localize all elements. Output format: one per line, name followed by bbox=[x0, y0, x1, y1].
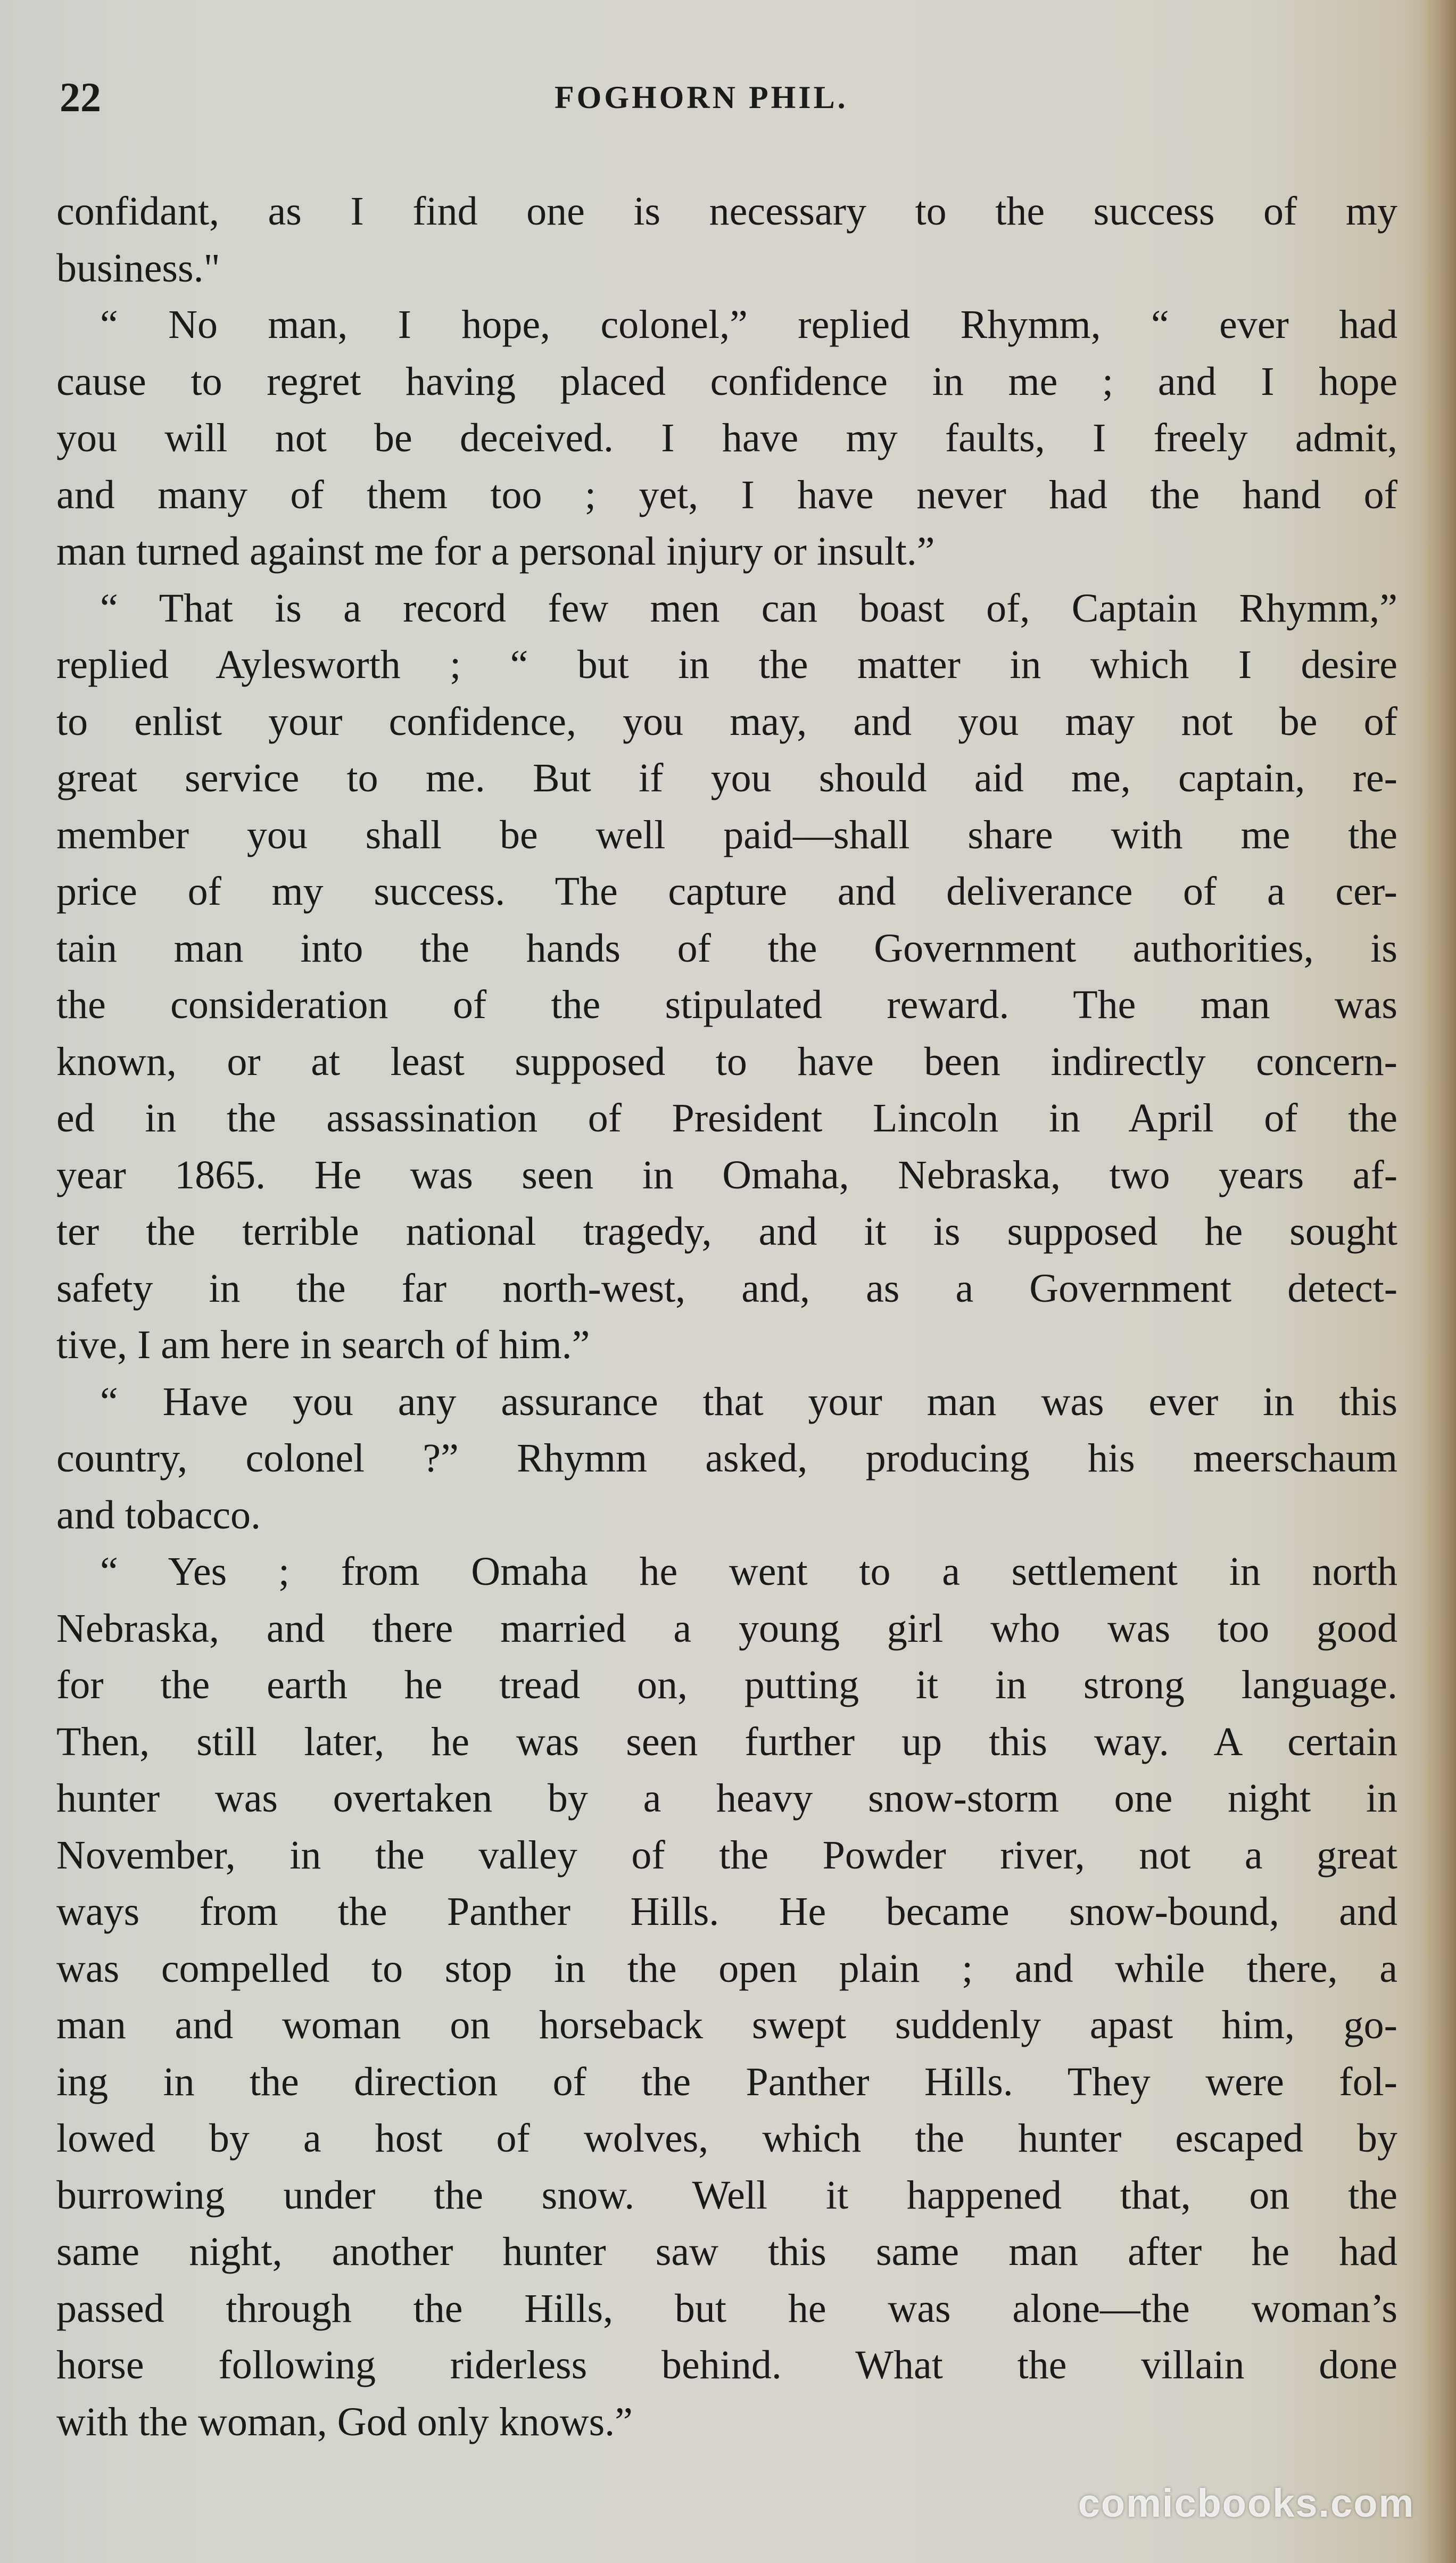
text-line: “ That is a record few men can boast of, Captain Rhymm,” bbox=[100, 585, 1397, 631]
text-line: burrowing under the snow. Well it happened that, on the bbox=[56, 2172, 1397, 2218]
text-line: horse following riderless behind. What the villain done bbox=[56, 2343, 1397, 2387]
text-line: lowed by a host of wolves, which the hunter escaped by bbox=[56, 2116, 1397, 2161]
text-line: ed in the assassination of President Lincoln in April of the bbox=[56, 1096, 1397, 1140]
text-line: tive, I am here in search of him.” bbox=[56, 1322, 590, 1367]
page-header bbox=[60, 68, 1390, 127]
text-line: to enlist your confidence, you may, and you may not be of bbox=[56, 699, 1397, 744]
page-edge-shadow bbox=[1419, 0, 1456, 2563]
text-line: ing in the direction of the Panther Hills. They were fol- bbox=[56, 2059, 1397, 2104]
text-line: country, colonel ?” Rhymm asked, producing his meerschaum bbox=[56, 1436, 1397, 1481]
text-line: and many of them too ; yet, I have never had the hand of bbox=[56, 472, 1397, 517]
text-line: great service to me. But if you should aid me, captain, re- bbox=[56, 756, 1397, 800]
text-line: Then, still later, he was seen further up this way. A certain bbox=[56, 1719, 1397, 1764]
text-line: was compelled to stop in the open plain ; and while there, a bbox=[56, 1946, 1397, 1991]
text-line: known, or at least supposed to have been indirectly concern- bbox=[56, 1039, 1397, 1084]
text-line: same night, another hunter saw this same man after he had bbox=[56, 2229, 1397, 2274]
text-line: passed through the Hills, but he was alone—the woman’s bbox=[56, 2286, 1397, 2331]
text-line: confidant, as I find one is necessary to the success of my bbox=[56, 189, 1397, 234]
text-line: November, in the valley of the Powder river, not a great bbox=[56, 1832, 1397, 1878]
text-line: you will not be deceived. I have my faults, I freely admit, bbox=[56, 416, 1397, 460]
text-line: man and woman on horseback swept suddenly apast him, go- bbox=[56, 2003, 1397, 2047]
text-line: “ No man, I hope, colonel,” replied Rhymm, “ ever had bbox=[100, 302, 1397, 347]
text-line: man turned against me for a personal injury or insult.” bbox=[56, 529, 935, 574]
text-line: ter the terrible national tragedy, and it is supposed he sought bbox=[56, 1209, 1397, 1254]
text-line: for the earth he tread on, putting it in strong language. bbox=[56, 1663, 1397, 1707]
page-number: 22 bbox=[60, 74, 101, 120]
text-line: year 1865. He was seen in Omaha, Nebraska, two years af- bbox=[56, 1152, 1397, 1197]
text-line: member you shall be well paid—shall share with me the bbox=[56, 812, 1397, 857]
text-line: replied Aylesworth ; “ but in the matter in which I desire bbox=[56, 642, 1397, 687]
body-text bbox=[56, 183, 1397, 2450]
text-line: the consideration of the stipulated reward. The man was bbox=[56, 982, 1397, 1027]
text-line: safety in the far north-west, and, as a Government detect- bbox=[56, 1266, 1397, 1311]
text-line: cause to regret having placed confidence in me ; and I hope bbox=[56, 359, 1397, 404]
text-line: hunter was overtaken by a heavy snow-storm one night in bbox=[56, 1776, 1397, 1821]
text-line: Nebraska, and there married a young girl who was too good bbox=[56, 1606, 1397, 1651]
text-line: tain man into the hands of the Government authorities, is bbox=[56, 925, 1397, 971]
text-line: “ Have you any assurance that your man was ever in this bbox=[100, 1379, 1397, 1424]
text-line: ways from the Panther Hills. He became snow-bound, and bbox=[56, 1889, 1397, 1934]
watermark: comicbooks.com bbox=[1078, 2481, 1415, 2525]
text-line: business." bbox=[56, 245, 220, 291]
text-line: price of my success. The capture and deliverance of a cer- bbox=[56, 869, 1397, 914]
text-line: “ Yes ; from Omaha he went to a settlement in north bbox=[100, 1549, 1397, 1594]
text-line: with the woman, God only knows.” bbox=[56, 2399, 633, 2444]
running-title: FOGHORN PHIL. bbox=[555, 80, 848, 115]
text-line: and tobacco. bbox=[56, 1492, 261, 1537]
